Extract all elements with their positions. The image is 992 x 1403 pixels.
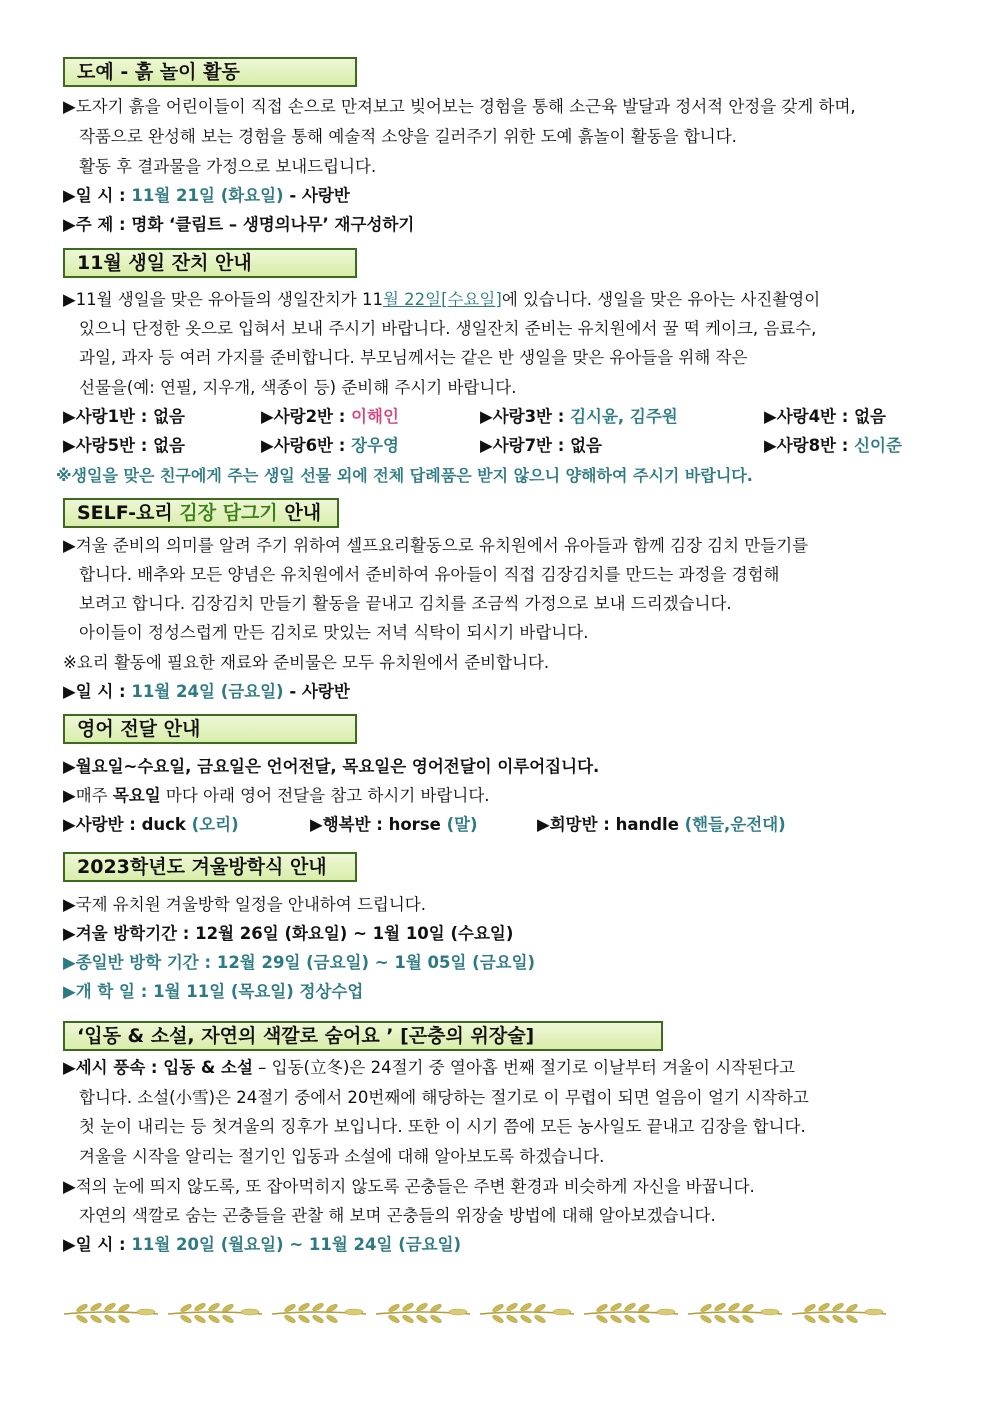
birthday-note: ※생일을 맞은 친구에게 주는 생일 선물 외에 전체 답례품은 받지 않으니 양해하여 주시기 바랍니다. (56, 466, 753, 485)
class-2 (261, 406, 399, 428)
pottery-date (63, 185, 350, 207)
pottery-date-label: ▶일 시 : (63, 186, 126, 205)
section-title-english: 영어 전달 안내 (63, 714, 357, 744)
class-7 (480, 435, 602, 457)
pottery-date-suffix: - 사랑반 (289, 186, 350, 205)
class-3 (480, 406, 678, 428)
english-word-3 (537, 814, 786, 836)
section-title-birthday: 11월 생일 잔치 안내 (63, 248, 357, 278)
birthday-text-2: 있으니 단정한 옷으로 입혀서 보내 주시기 바랍니다. 생일잔치 준비는 유치원에서 꿀 떡 케이크, 음료수, (79, 319, 817, 338)
english-word-1-value: (오리) (191, 815, 239, 834)
pottery-topic (63, 214, 414, 236)
class-6 (261, 435, 399, 457)
kimchi-date-label: ▶일 시 : (63, 682, 126, 701)
english-word-2-label: ▶행복반 : horse (310, 815, 441, 834)
english-word-2 (310, 814, 478, 836)
english-word-3-label: ▶희망반 : handle (537, 815, 679, 834)
seasons-text-2: 합니다. 소설(小雪)은 24절기 중에서 20번째에 해당하는 절기로 이 무렵이 되면 얼음이 얼기 시작하고 (79, 1088, 809, 1107)
pottery-text-1: ▶도자기 흙을 어린이들이 직접 손으로 만져보고 빚어보는 경험을 통해 소근육 발달과 정서적 안정을 갖게 하며, (63, 97, 856, 116)
english-word-1-label: ▶사랑반 : duck (63, 815, 186, 834)
seasons-date-label: ▶일 시 : (63, 1235, 126, 1254)
class-5 (63, 435, 185, 457)
class-2-label: ▶사랑2반 : (261, 407, 346, 426)
seasons-date-value: 11월 20일 (월요일) ~ 11월 24일 (금요일) (131, 1235, 462, 1254)
seasons-text-1 (63, 1057, 795, 1079)
class-8-value: 신이준 (854, 436, 902, 455)
english-word-1 (63, 814, 239, 836)
english-text-2 (63, 785, 490, 807)
class-1 (63, 406, 185, 428)
seasons-text-1a: ▶세시 풍속 : 입동 & 소설 (63, 1058, 253, 1077)
kimchi-text-5: ※요리 활동에 필요한 재료와 준비물은 모두 유치원에서 준비합니다. (63, 653, 550, 672)
seasons-text-1b: – 입동(立冬)은 24절기 중 열아홉 번째 절기로 이날부터 겨울이 시작된다고 (252, 1058, 795, 1077)
birthday-text-1a: ▶11월 생일을 맞은 유아들의 생일잔치가 11 (63, 290, 383, 309)
vacation-daycare-period: ▶종일반 방학 기간 : 12월 29일 (금요일) ~ 1월 05일 (금요일) (63, 953, 536, 972)
kimchi-text-4: 아이들이 정성스럽게 만든 김치로 맛있는 저녁 식탁이 되시기 바랍니다. (79, 623, 589, 642)
class-4 (764, 406, 886, 428)
birthday-text-3: 과일, 과자 등 여러 가지를 준비합니다. 부모님께서는 같은 반 생일을 맞은 유아들을 위해 작은 (79, 348, 748, 367)
seasons-date (63, 1234, 461, 1256)
class-7-value: 없음 (570, 436, 602, 455)
seasons-text-3: 첫 눈이 내리는 등 첫겨울의 징후가 보입니다. 또한 이 시기 쯤에 모든 농사일도 끝내고 김장을 합니다. (79, 1117, 806, 1136)
section-title-kimchi (63, 498, 339, 528)
kimchi-title-c: 안내 (277, 502, 322, 524)
pottery-text-2: 작품으로 완성해 보는 경험을 통해 예술적 소양을 길러주기 위한 도예 흙놀이 활동을 합니다. (79, 127, 737, 146)
english-text-2a: ▶매주 (63, 786, 113, 805)
kimchi-date (63, 681, 350, 703)
birthday-text-1c: 에 있습니다. 생일을 맞은 유아는 사진촬영이 (501, 290, 821, 309)
english-thursday: 목요일 (112, 786, 161, 805)
section-title-pottery: 도예 - 흙 놀이 활동 (63, 57, 357, 87)
section-title-seasons: ‘입동 & 소설, 자연의 색깔로 숨어요 ’ [곤충의 위장술] (63, 1021, 663, 1051)
birthday-text-4: 선물을(예: 연필, 지우개, 색종이 등) 준비해 주시기 바랍니다. (79, 378, 517, 397)
class-3-value: 김시윤, 김주원 (570, 407, 678, 426)
english-word-3-value: (핸들,운전대) (684, 815, 786, 834)
class-7-label: ▶사랑7반 : (480, 436, 565, 455)
class-8 (764, 435, 902, 457)
pottery-topic-value: 명화 ‘클림트 – 생명의나무’ 재구성하기 (131, 215, 415, 234)
seasons-text-4: 겨울을 시작을 알리는 절기인 입동과 소설에 대해 알아보도록 하겠습니다. (79, 1147, 605, 1166)
wheat-decoration-icon (62, 1296, 892, 1330)
class-1-value: 없음 (153, 407, 185, 426)
class-2-value: 이해인 (351, 407, 399, 426)
class-1-label: ▶사랑1반 : (63, 407, 148, 426)
class-6-label: ▶사랑6반 : (261, 436, 346, 455)
kimchi-text-2: 합니다. 배추와 모든 양념은 유치원에서 준비하여 유아들이 직접 김장김치를 만드는 과정을 경험해 (79, 565, 780, 584)
class-4-value: 없음 (854, 407, 886, 426)
seasons-text-6: 자연의 색깔로 숨는 곤충들을 관찰 해 보며 곤충들의 위장술 방법에 대해 알아보겠습니다. (79, 1206, 716, 1225)
birthday-date: 월 22일[수요일] (383, 290, 502, 309)
class-5-label: ▶사랑5반 : (63, 436, 148, 455)
class-6-value: 장우영 (351, 436, 399, 455)
kimchi-title-b: 김장 담그기 (179, 502, 278, 524)
section-title-vacation: 2023학년도 겨울방학식 안내 (63, 852, 357, 882)
kimchi-title-a: SELF-요리 (77, 502, 180, 524)
birthday-text-1 (63, 289, 820, 311)
english-text-1: ▶월요일~수요일, 금요일은 언어전달, 목요일은 영어전달이 이루어집니다. (63, 757, 600, 776)
pottery-text-3: 활동 후 결과물을 가정으로 보내드립니다. (79, 157, 377, 176)
vacation-period: ▶겨울 방학기간 : 12월 26일 (화요일) ~ 1월 10일 (수요일) (63, 924, 514, 943)
kimchi-date-suffix: - 사랑반 (289, 682, 350, 701)
vacation-opening-day: ▶개 학 일 : 1월 11일 (목요일) 정상수업 (63, 982, 364, 1001)
pottery-topic-label: ▶주 제 : (63, 215, 126, 234)
vacation-text-1: ▶국제 유치원 겨울방학 일정을 안내하여 드립니다. (63, 895, 426, 914)
english-word-2-value: (말) (446, 815, 478, 834)
seasons-text-5: ▶적의 눈에 띄지 않도록, 또 잡아먹히지 않도록 곤충들은 주변 환경과 비슷하게 자신을 바꿉니다. (63, 1177, 755, 1196)
class-4-label: ▶사랑4반 : (764, 407, 849, 426)
pottery-date-value: 11월 21일 (화요일) (131, 186, 284, 205)
kimchi-text-1: ▶겨울 준비의 의미를 알려 주기 위하여 셀프요리활동으로 유치원에서 유아들과 함께 김장 김치 만들기를 (63, 536, 809, 555)
class-3-label: ▶사랑3반 : (480, 407, 565, 426)
class-5-value: 없음 (153, 436, 185, 455)
kimchi-date-value: 11월 24일 (금요일) (131, 682, 284, 701)
english-text-2c: 마다 아래 영어 전달을 참고 하시기 바랍니다. (160, 786, 490, 805)
class-8-label: ▶사랑8반 : (764, 436, 849, 455)
kimchi-text-3: 보려고 합니다. 김장김치 만들기 활동을 끝내고 김치를 조금씩 가정으로 보내 드리겠습니다. (79, 594, 732, 613)
